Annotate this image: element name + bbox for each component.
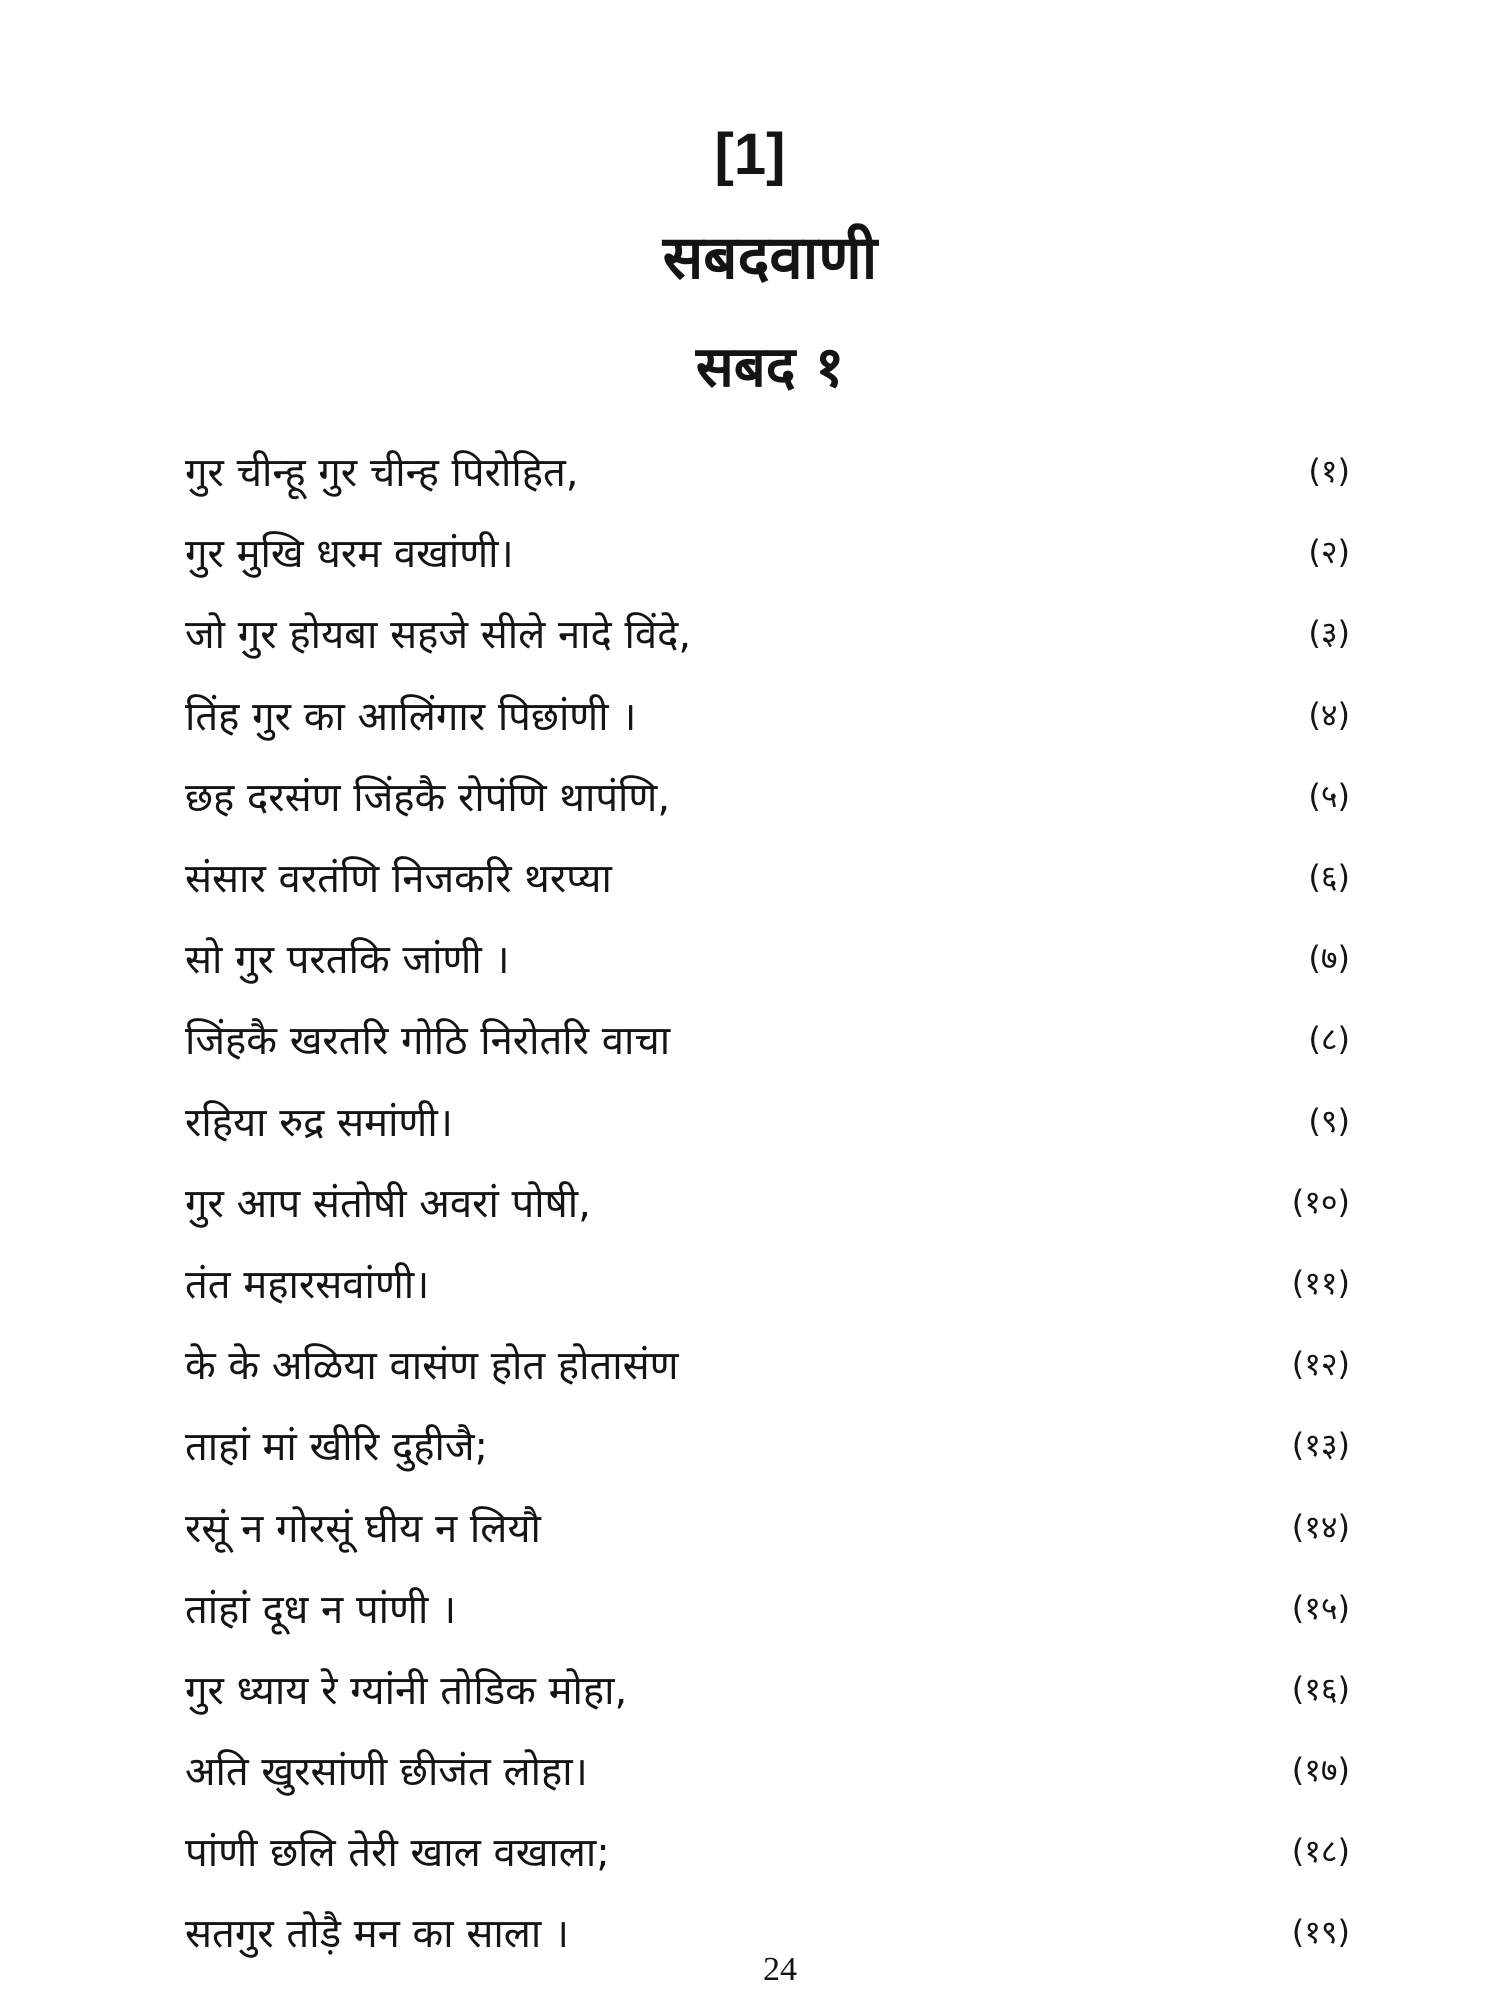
verse-number: (१२) xyxy=(1291,1345,1350,1384)
verse-text: सतगुर तोड़ै मन का साला । xyxy=(185,1911,570,1958)
verse-number: (८) xyxy=(1308,1020,1350,1059)
verse-text: जो गुर होयबा सहजे सीले नादे विंदे, xyxy=(185,612,692,659)
verse-line xyxy=(185,836,1350,917)
verse-number: (४) xyxy=(1308,695,1350,734)
verse-line xyxy=(185,1080,1350,1161)
verse-line xyxy=(185,1161,1350,1242)
verse-text: गुर चीन्हू गुर चीन्ह पिरोहित, xyxy=(185,450,579,497)
verse-text: सो गुर परतकि जांणी । xyxy=(185,937,510,984)
verse-list xyxy=(185,430,1350,1973)
verse-line xyxy=(185,1810,1350,1891)
verse-text: रसूं न गोरसूं घीय न लियौ xyxy=(185,1505,541,1552)
verse-text: रहिया रुद्र समांणी। xyxy=(185,1099,453,1146)
verse-text: गुर आप संतोषी अवरां पोषी, xyxy=(185,1180,591,1227)
page-number: 24 xyxy=(763,1951,797,1988)
verse-number: (५) xyxy=(1308,776,1350,815)
verse-number: (१३) xyxy=(1291,1426,1350,1465)
verse-text: तांहां दूध न पांणी । xyxy=(185,1586,457,1633)
verse-number: (९) xyxy=(1308,1101,1350,1140)
verse-text: छह दरसंण जिंहकै रोपंणि थापंणि, xyxy=(185,774,671,821)
verse-number: (१०) xyxy=(1291,1182,1350,1221)
verse-text: तिंह गुर का आलिंगार पिछांणी । xyxy=(185,693,637,740)
verse-number: (१८) xyxy=(1291,1832,1350,1871)
verse-line xyxy=(185,592,1350,673)
verse-number: (२) xyxy=(1308,533,1350,572)
verse-line xyxy=(185,511,1350,592)
verse-number: (१९) xyxy=(1291,1913,1350,1952)
verse-line xyxy=(185,1404,1350,1485)
verse-text: के के अळिया वासंण होत होतासंण xyxy=(185,1343,679,1390)
verse-line xyxy=(185,1648,1350,1729)
verse-line xyxy=(185,998,1350,1079)
verse-number: (३) xyxy=(1308,614,1350,653)
verse-number: (६) xyxy=(1308,858,1350,897)
verse-line xyxy=(185,755,1350,836)
verse-line xyxy=(185,430,1350,511)
page-title: सबदवाणी xyxy=(662,223,878,293)
verse-number: (१) xyxy=(1308,452,1350,491)
verse-number: (१४) xyxy=(1291,1507,1350,1546)
section-number: [1] xyxy=(714,122,786,187)
verse-text: अति खुरसांणी छीजंत लोहा। xyxy=(185,1749,588,1796)
verse-text: गुर मुखि धरम वखांणी। xyxy=(185,531,514,578)
sabad-heading: सबद १ xyxy=(695,335,845,400)
verse-text: जिंहकै खरतरि गोठि निरोतरि वाचा xyxy=(185,1018,671,1065)
verse-line xyxy=(185,1323,1350,1404)
verse-text: संसार वरतंणि निजकरि थरप्या xyxy=(185,856,612,903)
verse-line xyxy=(185,1729,1350,1810)
verse-number: (७) xyxy=(1308,939,1350,978)
verse-line xyxy=(185,674,1350,755)
verse-text: पांणी छलि तेरी खाल वखाला; xyxy=(185,1830,610,1877)
verse-line xyxy=(185,1485,1350,1566)
verse-line xyxy=(185,1567,1350,1648)
verse-number: (११) xyxy=(1291,1263,1350,1302)
verse-text: तंत महारसवांणी। xyxy=(185,1261,430,1308)
verse-number: (१५) xyxy=(1291,1588,1350,1627)
verse-text: ताहां मां खीरि दुहीजै; xyxy=(185,1424,488,1471)
verse-line xyxy=(185,1242,1350,1323)
verse-number: (१७) xyxy=(1291,1751,1350,1790)
verse-line xyxy=(185,917,1350,998)
verse-number: (१६) xyxy=(1291,1669,1350,1708)
verse-text: गुर ध्याय रे ग्यांनी तोडिक मोहा, xyxy=(185,1667,628,1714)
